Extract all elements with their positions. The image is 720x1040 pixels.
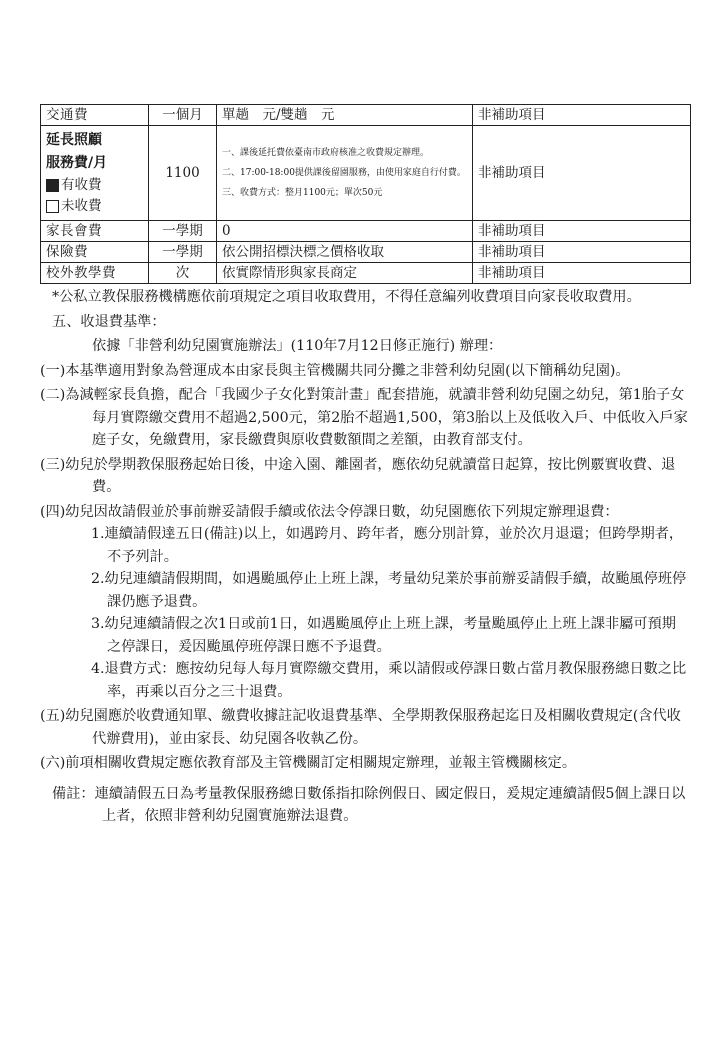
item-3: (三)幼兒於學期教保服務起始日後，中途入園、離園者，應依幼兒就讀當日起算，按比例覈實收費、退費。 [40, 456, 676, 495]
note-cell: 非補助項目 [473, 221, 691, 242]
subitem-1: 1.連續請假達五日(備註)以上，如遇跨月、跨年者，應分別計算，並於次月退還；但跨學期者，不予列計。 [91, 526, 684, 565]
item-5: (五)幼兒園應於收費通知單、繳費收據註記收退費基準、全學期教保服務起迄日及相關收費規定(含代收代辦費用)，並由家長、幼兒園各收執乙份。 [40, 708, 681, 747]
extended-care-cell [41, 126, 149, 221]
amount-cell: 0 [217, 221, 473, 242]
checkbox-fee-label: 有收費 [61, 177, 102, 193]
item-cell: 家長會費 [41, 221, 149, 242]
checkbox-fee-row[interactable] [46, 175, 143, 196]
period-cell: 次 [149, 263, 217, 284]
amount-cell: 依實際情形與家長商定 [217, 263, 473, 284]
item-1: (一)本基準適用對象為營運成本由家長與主管機關共同分攤之非營利幼兒園(以下簡稱幼兒園)。 [40, 362, 630, 379]
period-cell: 一學期 [149, 242, 217, 263]
item-cell: 校外教學費 [41, 263, 149, 284]
extended-notes [217, 126, 473, 221]
table-row [41, 263, 691, 284]
checkbox-fee[interactable] [46, 179, 59, 192]
item-cell: 保險費 [41, 242, 149, 263]
checkbox-nofee-row[interactable] [46, 196, 143, 217]
table-row [41, 126, 691, 221]
item-4: (四)幼兒因故請假並於事前辦妥請假手續或依法令停課日數，幼兒園應依下列規定辦理退費： [40, 503, 619, 520]
extended-fee-amount: 1100 [149, 126, 217, 221]
period-cell: 一學期 [149, 221, 217, 242]
note-cell: 非補助項目 [473, 242, 691, 263]
extended-care-title-1: 延長照顧 [46, 132, 102, 148]
subitem-4: 4.退費方式：應按幼兒每人每月實際繳交費用，乘以請假或停課日數占當月教保服務總日數之比率，再乘以百分之三十退費。 [91, 661, 687, 700]
extended-note-1: 一、課後延托費依臺南市政府核准之收費規定辦理。 [222, 148, 430, 158]
checkbox-nofee[interactable] [46, 200, 59, 213]
extended-care-title-2: 服務費/月 [46, 155, 108, 171]
extended-note-3: 三、收費方式：整月1100元；單次50元 [222, 188, 383, 198]
remark: 備註：連續請假五日為考量教保服務總日數係指扣除例假日、國定假日，爰規定連續請假5個上課日以上者，依照非營利幼兒園實施辦法退費。 [52, 785, 686, 824]
item-cell: 交通費 [41, 105, 149, 126]
item-6: (六)前項相關收費規定應依教育部及主管機關訂定相關規定辦理，並報主管機關核定。 [40, 755, 577, 771]
note-cell: 非補助項目 [473, 105, 691, 126]
item-2: (二)為減輕家長負擔，配合「我國少子女化對策計畫」配套措施，就讀非營利幼兒園之幼兒，第1胎子女每月實際繳交費用不超過2,500元，第2胎不超過1,500，第3胎以上及低收入戶、中低收入戶家庭子女，免繳費用，家長繳費與原收費數額間之差額，由教育部支付。 [40, 387, 688, 448]
amount-cell: 單趟 元/雙趟 元 [217, 105, 473, 126]
note-cell: 非補助項目 [473, 263, 691, 284]
checkbox-nofee-label: 未收費 [61, 198, 102, 214]
table-row [41, 242, 691, 263]
table-row [41, 221, 691, 242]
fee-table [40, 104, 691, 284]
fee-note: *公私立教保服務機構應依前項規定之項目收取費用，不得任意編列收費項目向家長收取費用。 [52, 289, 641, 305]
subitem-2: 2.幼兒連續請假期間，如遇颱風停止上班上課，考量幼兒業於事前辦妥請假手續，故颱風停班停課仍應予退費。 [91, 571, 687, 610]
table-row [41, 105, 691, 126]
note-cell: 非補助項目 [473, 126, 691, 221]
period-cell: 一個月 [149, 105, 217, 126]
basis-text: 依據「非營利幼兒園實施辦法」(110年7月12日修正施行) 辦理： [92, 338, 503, 354]
section-5-heading: 五、收退費基準： [52, 313, 166, 330]
amount-cell: 依公開招標決標之價格收取 [217, 242, 473, 263]
extended-note-2: 二、17:00-18:00提供課後留園服務，由使用家庭自行付費。 [222, 168, 466, 178]
subitem-3: 3.幼兒連續請假之次1日或前1日，如遇颱風停止上班上課，考量颱風停止上班上課非屬可預期之停課日，爰因颱風停班停課日應不予退費。 [91, 616, 676, 655]
document-body [40, 286, 690, 828]
